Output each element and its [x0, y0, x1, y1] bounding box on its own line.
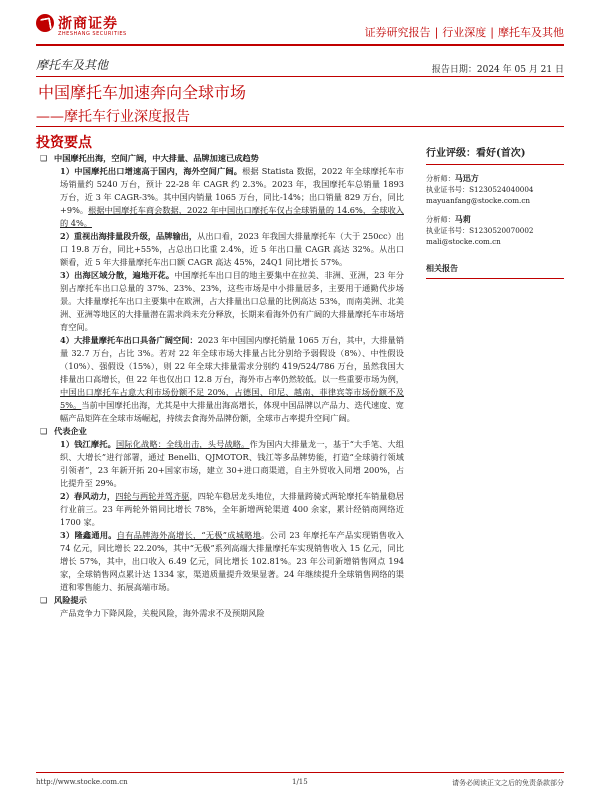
header-rule — [36, 44, 564, 46]
item-underline: 四轮与两轮并驾齐驱 — [115, 491, 190, 501]
item-lead: 4）大排量摩托车出口具备广阔空间： — [60, 335, 198, 345]
nav-item-report-type: 证券研究报告 — [364, 26, 431, 39]
page-number: 1/15 — [292, 778, 308, 786]
related-reports-heading: 相关报告 — [426, 263, 564, 279]
analyst-name: 马迅方 — [454, 173, 479, 183]
item-underline: 自有品牌海外高增长，“无极”成城略地 — [116, 530, 262, 540]
paragraph-item — [36, 269, 408, 334]
item-underline: 根据中国摩托车商会数据，2022 年中国出口摩托车仅占全球销量的 14.6%，全球收入的 4%。 — [60, 205, 404, 228]
main-content — [36, 152, 408, 620]
analyst-cert: 执业证书号：S1230524040004 — [426, 185, 534, 194]
top-nav: 证券研究报告 | 行业深度 | 摩托车及其他 — [364, 26, 564, 39]
logo-icon — [36, 14, 54, 32]
analyst-block — [426, 214, 564, 247]
item-lead: 1）钱江摩托。 — [60, 439, 116, 449]
item-text: 中国摩托车出口目的地主要集中在拉美、非洲、亚洲，23 年分别占摩托车出口总量的 37%、23%、23%，这些市场是中小排量居多，主要用于通勤代步场景。大排量摩托车出口主要集中在欧洲，占大排量出口总量的比例高达 53%，而南美洲、北美洲、亚洲等地区的大排量潜在需求尚未充分释放，长期来看海外仍有广阔的大排量摩托车市场培育空间。 — [60, 270, 404, 332]
item-lead: 2）春风动力， — [60, 491, 116, 501]
report-date: 报告日期：2024 年 05 月 21 日 — [431, 65, 564, 75]
analyst-block — [426, 173, 564, 206]
item-lead: 3）隆鑫通用。 — [60, 530, 117, 540]
item-lead: 1）中国摩托出口增速高于国内，海外空间广阔。 — [60, 166, 243, 176]
analyst-name: 马莉 — [454, 214, 471, 224]
analyst-email[interactable]: mali@stocke.com.cn — [426, 237, 501, 246]
nav-item-industry: 摩托车及其他 — [498, 26, 564, 39]
bullet-heading: ❑ 中国摩托出海，空间广阔，中大排量、品牌加速已成趋势 — [36, 152, 408, 165]
footer-disclaimer: 请务必阅读正文之后的免责条款部分 — [452, 779, 564, 787]
page-subtitle: ——摩托车行业深度报告 — [36, 109, 190, 125]
item-lead: 2）重视出海排量段升级，品牌输出， — [60, 231, 198, 241]
paragraph-item — [36, 438, 408, 490]
paragraph-item: 产品竞争力下降风险，关税风险，海外需求不及预期风险 — [60, 608, 265, 618]
logo-text: 浙商证券 — [58, 16, 118, 32]
summary-heading: 投资要点 — [36, 135, 92, 151]
item-text: ，四轮车稳居龙头地位，大排量跨骑式两轮摩托车销量稳居行业前三。23 年两轮外销同比增长 78%，全年新增两轮渠道 400 余家，累计经销商网络近 1700 家。 — [60, 491, 404, 527]
item-text: 作为国内大排量龙一，基于“大手笔、大组织、大增长”进行部署，通过 Benelli、QJMOTOR、钱江等多品牌势能，打造“全球骑行领域引领者”，23 年新开拓 20+国家市场，建立 30+进口商渠道，自主外贸收入同增 200%，占比提升至 29%。 — [60, 439, 404, 488]
analyst-cert: 执业证书号：S1230520070002 — [426, 226, 534, 235]
item-text: 2023 年中国国内摩托销量 1065 万台，其中，大排量销量 32.7 万台，占比 3%。若对 22 年全球市场大排量占比分别给予弱假设（8%）、中性假设（10%）、强假设（15%），则 22 年全球大排量需求分别约 419/524/786 万台，虽然我国大排量出口高增长，但 22 年也仅出口 12.8 万台，海外市占率仍然较低。以一些重要市场为例， — [60, 335, 405, 384]
industry-rating: 行业评级：看好(首次) — [426, 142, 564, 165]
item-underline: 国际化战略：全线出击，头号战略。 — [115, 439, 250, 449]
item-text: 当前中国摩托出海，尤其是中大排量出海高增长，体现中国品牌以产品力、迭代速度、宽幅产品矩阵在全球市场崛起，持续去食海外品牌份额，全球市占率提升空间广阔。 — [60, 400, 404, 423]
item-text: 。公司 23 年摩托车产品实现销售收入 74 亿元，同比增长 22.20%，其中“无极”系列高端大排量摩托车实现销售收入 15 亿元，同比增长 57%，其中，出口收入 6.49 亿元，同比增长 102.81%。23 年公司新增销售网点 194 家，全球销售网点累计达 1334 家，渠道质量提升效果显著。24 年继续提升全球销售网络的渠道和零售能力、拓展高端市场。 — [60, 530, 404, 592]
paragraph-item — [36, 230, 408, 269]
paragraph-item — [36, 490, 408, 529]
item-text: 从出口看，2023 年我国大排量摩托车（大于 250cc）出口 19.8 万台，同比+55%，占总出口比重 2.4%，近 5 年出口量 CAGR 高达 32%。从出口额看，近 5 年大排量摩托车出口额 CAGR 高达 45%，24Q1 同比增长 57%。 — [60, 231, 405, 267]
page-title: 中国摩托车加速奔向全球市场 — [38, 83, 247, 102]
section-rule — [36, 76, 564, 77]
bullet-heading: ❑ 风险提示 — [36, 594, 408, 607]
item-text: 根据 Statista 数据，2022 年全球摩托车市场销量约 5240 万台，预计 22-28 年 CAGR 约 2.3%。2023 年，我国摩托车总销量 1893 万台，近 3 年 CAGR-3%。其中国内销量 1065 万台，同比-14%；出口销量 829 万台，同比+9%。 — [60, 166, 404, 215]
item-lead: 3）出海区域分散，遍地开花。 — [60, 270, 175, 280]
analyst-role: 分析师： — [426, 215, 455, 224]
sidebar — [426, 142, 564, 279]
paragraph-item — [36, 334, 408, 425]
section-label: 摩托车及其他 — [36, 58, 109, 72]
footer-rule — [36, 772, 564, 773]
bullet-heading: ❑ 代表企业 — [36, 425, 408, 438]
analyst-email[interactable]: mayuanfang@stocke.com.cn — [426, 196, 530, 205]
paragraph-item — [36, 165, 408, 230]
item-underline: 中国出口摩托车占意大利市场份额不足 20%，占德国、印尼、越南、菲律宾等市场份额不及 5%。 — [60, 387, 404, 410]
footer-url[interactable]: http://www.stocke.com.cn — [36, 778, 128, 786]
nav-item-depth: 行业深度 — [442, 26, 487, 39]
analyst-role: 分析师： — [426, 174, 455, 183]
title-rule — [36, 126, 564, 127]
logo-subtext: ZHESHANG SECURITIES — [58, 31, 127, 37]
paragraph-item — [36, 529, 408, 594]
